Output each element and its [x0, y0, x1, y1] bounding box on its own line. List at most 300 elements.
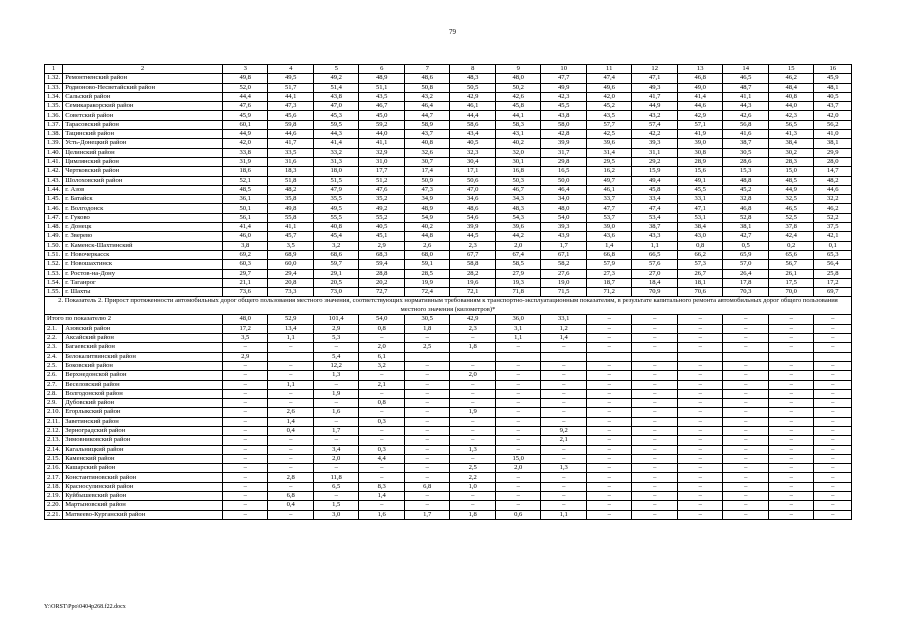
value-cell: 67,1 [541, 250, 587, 259]
value-cell: 45,4 [313, 232, 359, 241]
value-cell: – [495, 389, 541, 398]
value-cell: – [632, 510, 678, 519]
value-cell: – [541, 361, 587, 370]
value-cell: 46,8 [723, 204, 769, 213]
value-cell: 45,6 [268, 111, 314, 120]
value-cell: – [677, 417, 723, 426]
value-cell: 31,1 [632, 148, 678, 157]
value-cell: 30,5 [404, 315, 450, 324]
value-cell: – [450, 454, 496, 463]
value-cell: 47,1 [632, 74, 678, 83]
table-row [45, 176, 852, 185]
section-title: 2. Показатель 2. Прирост протяженности автомобильных дорог общего пользования местного значения, соответствующих нормативным требованиям к транспортно-эксплуатационным показателям, в результате капитального ремонта автомобильных дорог общего пользования местного значения (километров)* [45, 297, 852, 315]
value-cell: – [541, 343, 587, 352]
value-cell: – [677, 445, 723, 454]
value-cell: 41,4 [222, 223, 268, 232]
value-cell: 73,6 [222, 288, 268, 297]
column-number-header: 14 [723, 65, 769, 74]
value-cell: – [677, 426, 723, 435]
value-cell: 59,1 [404, 260, 450, 269]
value-cell: – [768, 389, 814, 398]
value-cell: – [268, 399, 314, 408]
value-cell: 15,9 [632, 167, 678, 176]
value-cell: 72,1 [450, 288, 496, 297]
value-cell: 6,5 [313, 482, 359, 491]
value-cell: 18,7 [586, 278, 632, 287]
value-cell: – [404, 389, 450, 398]
value-cell: 41,7 [632, 92, 678, 101]
row-name: Шолоховский район [63, 176, 223, 185]
value-cell: 1,0 [450, 482, 496, 491]
value-cell: – [586, 445, 632, 454]
row-number: 2.8. [45, 389, 63, 398]
value-cell: 13,4 [268, 324, 314, 333]
value-cell: 59,4 [359, 260, 405, 269]
value-cell: – [632, 324, 678, 333]
value-cell: – [586, 324, 632, 333]
row-name: Ремонтненский район [63, 74, 223, 83]
value-cell: – [541, 408, 587, 417]
value-cell: – [541, 399, 587, 408]
value-cell: – [768, 436, 814, 445]
value-cell: – [222, 343, 268, 352]
value-cell: – [768, 492, 814, 501]
value-cell: 33,8 [222, 148, 268, 157]
table-row [45, 232, 852, 241]
value-cell: 52,5 [768, 213, 814, 222]
value-cell: – [632, 371, 678, 380]
row-number: 1.33. [45, 83, 63, 92]
table-row [45, 510, 852, 519]
value-cell: – [495, 380, 541, 389]
value-cell: 26,7 [677, 269, 723, 278]
value-cell [268, 352, 314, 361]
value-cell: 0,8 [359, 324, 405, 333]
value-cell: 43,8 [313, 92, 359, 101]
value-cell: – [450, 426, 496, 435]
row-number: 1.41. [45, 157, 63, 166]
value-cell: – [723, 417, 769, 426]
value-cell: – [495, 417, 541, 426]
value-cell: 46,5 [723, 74, 769, 83]
value-cell: 2,1 [541, 436, 587, 445]
table-row [45, 445, 852, 454]
row-name: Зерноградский район [63, 426, 223, 435]
table-row [45, 473, 852, 482]
value-cell: 2,0 [450, 371, 496, 380]
value-cell: – [222, 501, 268, 510]
value-cell: 44,0 [768, 102, 814, 111]
value-cell: 29,5 [586, 157, 632, 166]
value-cell: – [495, 473, 541, 482]
value-cell: – [723, 380, 769, 389]
row-number: 1.52. [45, 260, 63, 269]
value-cell: 43,2 [632, 111, 678, 120]
value-cell: 49,4 [632, 176, 678, 185]
value-cell: 66,8 [586, 250, 632, 259]
table-row [45, 250, 852, 259]
value-cell: – [404, 464, 450, 473]
row-number: 1.43. [45, 176, 63, 185]
table-row [45, 352, 852, 361]
value-cell: – [359, 473, 405, 482]
row-number: 2.5. [45, 361, 63, 370]
value-cell: – [586, 454, 632, 463]
value-cell: – [632, 399, 678, 408]
column-number-header: 8 [450, 65, 496, 74]
value-cell: – [586, 399, 632, 408]
row-name: Константиновский район [63, 473, 223, 482]
value-cell: 39,9 [450, 223, 496, 232]
value-cell: 17,1 [450, 167, 496, 176]
value-cell: 46,7 [359, 102, 405, 111]
row-number: 2.12. [45, 426, 63, 435]
value-cell: 5,4 [313, 352, 359, 361]
value-cell: – [586, 464, 632, 473]
table-row [45, 157, 852, 166]
value-cell: 49,5 [268, 74, 314, 83]
value-cell: 42,0 [814, 111, 852, 120]
value-cell: 44,4 [450, 111, 496, 120]
row-number: 1.34. [45, 92, 63, 101]
value-cell: 52,1 [222, 176, 268, 185]
value-cell: 6,8 [268, 492, 314, 501]
value-cell: 20,5 [313, 278, 359, 287]
value-cell: – [723, 492, 769, 501]
value-cell: 11,8 [313, 473, 359, 482]
value-cell: – [632, 445, 678, 454]
value-cell: 67,4 [495, 250, 541, 259]
value-cell: 57,9 [586, 260, 632, 269]
value-cell: – [359, 501, 405, 510]
value-cell: – [768, 445, 814, 454]
value-cell: – [723, 454, 769, 463]
value-cell: 49,2 [313, 74, 359, 83]
row-name: Азовский район [63, 324, 223, 333]
value-cell: – [313, 436, 359, 445]
value-cell: 1,4 [268, 417, 314, 426]
value-cell: – [814, 436, 852, 445]
row-name: г. Новошахтинск [63, 260, 223, 269]
value-cell: 44,9 [768, 185, 814, 194]
row-number: 2.3. [45, 343, 63, 352]
value-cell: – [222, 473, 268, 482]
value-cell: 50,1 [222, 204, 268, 213]
value-cell: – [632, 315, 678, 324]
value-cell: 51,5 [313, 176, 359, 185]
value-cell: 2,3 [450, 241, 496, 250]
row-name: Цимлянский район [63, 157, 223, 166]
value-cell: 35,8 [268, 195, 314, 204]
value-cell: 45,5 [677, 185, 723, 194]
value-cell: – [677, 399, 723, 408]
value-cell: 43,5 [359, 92, 405, 101]
value-cell: 48,0 [222, 315, 268, 324]
value-cell: – [814, 334, 852, 343]
value-cell: 38,7 [723, 139, 769, 148]
value-cell: – [222, 426, 268, 435]
value-cell: – [541, 501, 587, 510]
row-name: Дубовский район [63, 399, 223, 408]
value-cell: 42,0 [222, 139, 268, 148]
value-cell: 30,1 [495, 157, 541, 166]
table-row [45, 278, 852, 287]
value-cell: – [268, 445, 314, 454]
table-row [45, 417, 852, 426]
value-cell: 41,1 [268, 223, 314, 232]
value-cell: 44,6 [268, 130, 314, 139]
value-cell: 39,0 [677, 139, 723, 148]
value-cell: – [677, 473, 723, 482]
value-cell: 32,5 [768, 195, 814, 204]
value-cell: 46,8 [677, 74, 723, 83]
value-cell: 70,0 [768, 288, 814, 297]
value-cell: – [632, 334, 678, 343]
value-cell: – [677, 371, 723, 380]
table-row [45, 399, 852, 408]
column-number-header: 2 [63, 65, 223, 74]
value-cell: 16,5 [541, 167, 587, 176]
table-row [45, 92, 852, 101]
row-name: г. Таганрог [63, 278, 223, 287]
value-cell: – [723, 426, 769, 435]
value-cell: – [541, 482, 587, 491]
value-cell: 30,8 [677, 148, 723, 157]
value-cell: 41,6 [723, 130, 769, 139]
value-cell: – [768, 473, 814, 482]
value-cell: – [268, 389, 314, 398]
value-cell: – [359, 389, 405, 398]
value-cell: – [450, 399, 496, 408]
value-cell: 42,6 [723, 111, 769, 120]
value-cell: 33,5 [268, 148, 314, 157]
value-cell: 44,9 [632, 102, 678, 111]
row-number: 2.6. [45, 371, 63, 380]
value-cell: 42,8 [541, 130, 587, 139]
value-cell: 27,6 [541, 269, 587, 278]
table-row [45, 204, 852, 213]
value-cell: – [768, 482, 814, 491]
value-cell: – [359, 334, 405, 343]
value-cell: – [723, 473, 769, 482]
value-cell: – [677, 315, 723, 324]
value-cell: 33,1 [541, 315, 587, 324]
value-cell: 6,8 [404, 482, 450, 491]
row-number: 2.16. [45, 464, 63, 473]
value-cell: – [313, 417, 359, 426]
value-cell: 34,6 [450, 195, 496, 204]
value-cell: 2,9 [222, 352, 268, 361]
value-cell: 59,2 [359, 120, 405, 129]
value-cell: 44,6 [814, 185, 852, 194]
value-cell: 20,8 [268, 278, 314, 287]
value-cell: 4,4 [359, 454, 405, 463]
row-name: Боковский район [63, 361, 223, 370]
table-row [45, 213, 852, 222]
value-cell: 39,6 [495, 223, 541, 232]
row-number: 1.32. [45, 74, 63, 83]
value-cell: 46,5 [768, 204, 814, 213]
value-cell: – [632, 380, 678, 389]
value-cell: 45,9 [814, 74, 852, 83]
value-cell: – [768, 464, 814, 473]
value-cell: 47,0 [450, 185, 496, 194]
value-cell: 45,8 [632, 185, 678, 194]
value-cell: 1,4 [586, 241, 632, 250]
value-cell: – [268, 454, 314, 463]
value-cell: – [814, 371, 852, 380]
value-cell: 51,2 [359, 176, 405, 185]
row-number: 1.45. [45, 195, 63, 204]
row-number: 1.38. [45, 130, 63, 139]
row-name: Егорлыкский район [63, 408, 223, 417]
value-cell: 15,3 [723, 167, 769, 176]
value-cell: 41,4 [677, 92, 723, 101]
value-cell: 39,3 [541, 223, 587, 232]
value-cell: 44,8 [404, 232, 450, 241]
value-cell: 17,4 [404, 167, 450, 176]
value-cell: 35,5 [313, 195, 359, 204]
column-number-header: 4 [268, 65, 314, 74]
row-name: Тарасовский район [63, 120, 223, 129]
value-cell: 57,3 [677, 260, 723, 269]
value-cell: 18,4 [632, 278, 678, 287]
table-row [45, 464, 852, 473]
value-cell: – [222, 380, 268, 389]
value-cell: 71,5 [541, 288, 587, 297]
value-cell: – [768, 408, 814, 417]
value-cell: 33,7 [586, 195, 632, 204]
value-cell: 48,0 [541, 204, 587, 213]
value-cell: 68,3 [359, 250, 405, 259]
value-cell: – [768, 334, 814, 343]
value-cell: 0,2 [768, 241, 814, 250]
value-cell: – [677, 464, 723, 473]
value-cell: 46,4 [541, 185, 587, 194]
value-cell: 43,0 [677, 232, 723, 241]
value-cell: 30,4 [450, 157, 496, 166]
value-cell: – [723, 399, 769, 408]
value-cell: 38,4 [768, 139, 814, 148]
value-cell: 54,0 [359, 315, 405, 324]
value-cell: 40,2 [404, 223, 450, 232]
value-cell: 28,9 [677, 157, 723, 166]
row-number: 1.42. [45, 167, 63, 176]
value-cell: 38,1 [723, 223, 769, 232]
value-cell: 25,8 [814, 269, 852, 278]
value-cell: 42,7 [723, 232, 769, 241]
value-cell: 45,8 [495, 102, 541, 111]
row-name: Родионово-Несветайский район [63, 83, 223, 92]
row-name: г. Каменск-Шахтинский [63, 241, 223, 250]
value-cell: 46,2 [768, 74, 814, 83]
value-cell: 55,5 [313, 213, 359, 222]
value-cell: 26,1 [768, 269, 814, 278]
value-cell: 9,2 [541, 426, 587, 435]
value-cell: 43,6 [586, 232, 632, 241]
value-cell: 65,3 [814, 250, 852, 259]
value-cell: 31,0 [359, 157, 405, 166]
value-cell: 49,2 [359, 204, 405, 213]
value-cell: 43,9 [541, 232, 587, 241]
value-cell: 19,0 [541, 278, 587, 287]
value-cell: 53,7 [586, 213, 632, 222]
row-number: 2.14. [45, 445, 63, 454]
value-cell: 26,4 [723, 269, 769, 278]
value-cell: 40,8 [768, 92, 814, 101]
value-cell: – [222, 464, 268, 473]
row-number: 1.51. [45, 250, 63, 259]
value-cell: – [586, 482, 632, 491]
value-cell: – [450, 389, 496, 398]
value-cell: 48,2 [814, 176, 852, 185]
value-cell: 28,5 [404, 269, 450, 278]
value-cell: – [814, 426, 852, 435]
value-cell: 16,2 [586, 167, 632, 176]
column-number-header: 7 [404, 65, 450, 74]
value-cell: – [222, 436, 268, 445]
value-cell: 1,6 [359, 510, 405, 519]
value-cell: 50,9 [404, 176, 450, 185]
value-cell: – [723, 361, 769, 370]
value-cell: 48,9 [359, 74, 405, 83]
value-cell: 1,3 [450, 445, 496, 454]
value-cell: 40,8 [404, 139, 450, 148]
value-cell: 48,4 [768, 83, 814, 92]
value-cell: 19,6 [450, 278, 496, 287]
value-cell: 56,5 [768, 120, 814, 129]
value-cell: – [222, 399, 268, 408]
value-cell: 38,4 [677, 223, 723, 232]
value-cell: – [723, 343, 769, 352]
value-cell: – [723, 389, 769, 398]
value-cell: – [222, 482, 268, 491]
value-cell: – [814, 343, 852, 352]
value-cell: 3,4 [313, 445, 359, 454]
value-cell: – [268, 361, 314, 370]
value-cell [632, 352, 678, 361]
value-cell: 3,2 [313, 241, 359, 250]
value-cell: – [586, 426, 632, 435]
value-cell: 0,6 [495, 510, 541, 519]
value-cell [814, 352, 852, 361]
value-cell: 47,7 [586, 204, 632, 213]
value-cell: – [677, 380, 723, 389]
value-cell: – [222, 492, 268, 501]
value-cell: – [677, 492, 723, 501]
row-name: Сальский район [63, 92, 223, 101]
value-cell: – [677, 361, 723, 370]
column-number-header: 15 [768, 65, 814, 74]
value-cell: 41,9 [677, 130, 723, 139]
value-cell: 50,3 [495, 176, 541, 185]
row-name: Белокалитвинский район [63, 352, 223, 361]
value-cell: – [586, 380, 632, 389]
value-cell: 48,2 [268, 185, 314, 194]
row-number: 1.49. [45, 232, 63, 241]
value-cell: 43,4 [450, 130, 496, 139]
value-cell: 16,8 [495, 167, 541, 176]
row-number: 1.47. [45, 213, 63, 222]
value-cell: – [632, 482, 678, 491]
value-cell: 68,6 [313, 250, 359, 259]
row-name: Кагальницкий район [63, 445, 223, 454]
value-cell: 39,6 [586, 139, 632, 148]
value-cell: 39,9 [541, 139, 587, 148]
value-cell: 31,9 [222, 157, 268, 166]
row-number: 2.4. [45, 352, 63, 361]
value-cell: 42,9 [450, 315, 496, 324]
